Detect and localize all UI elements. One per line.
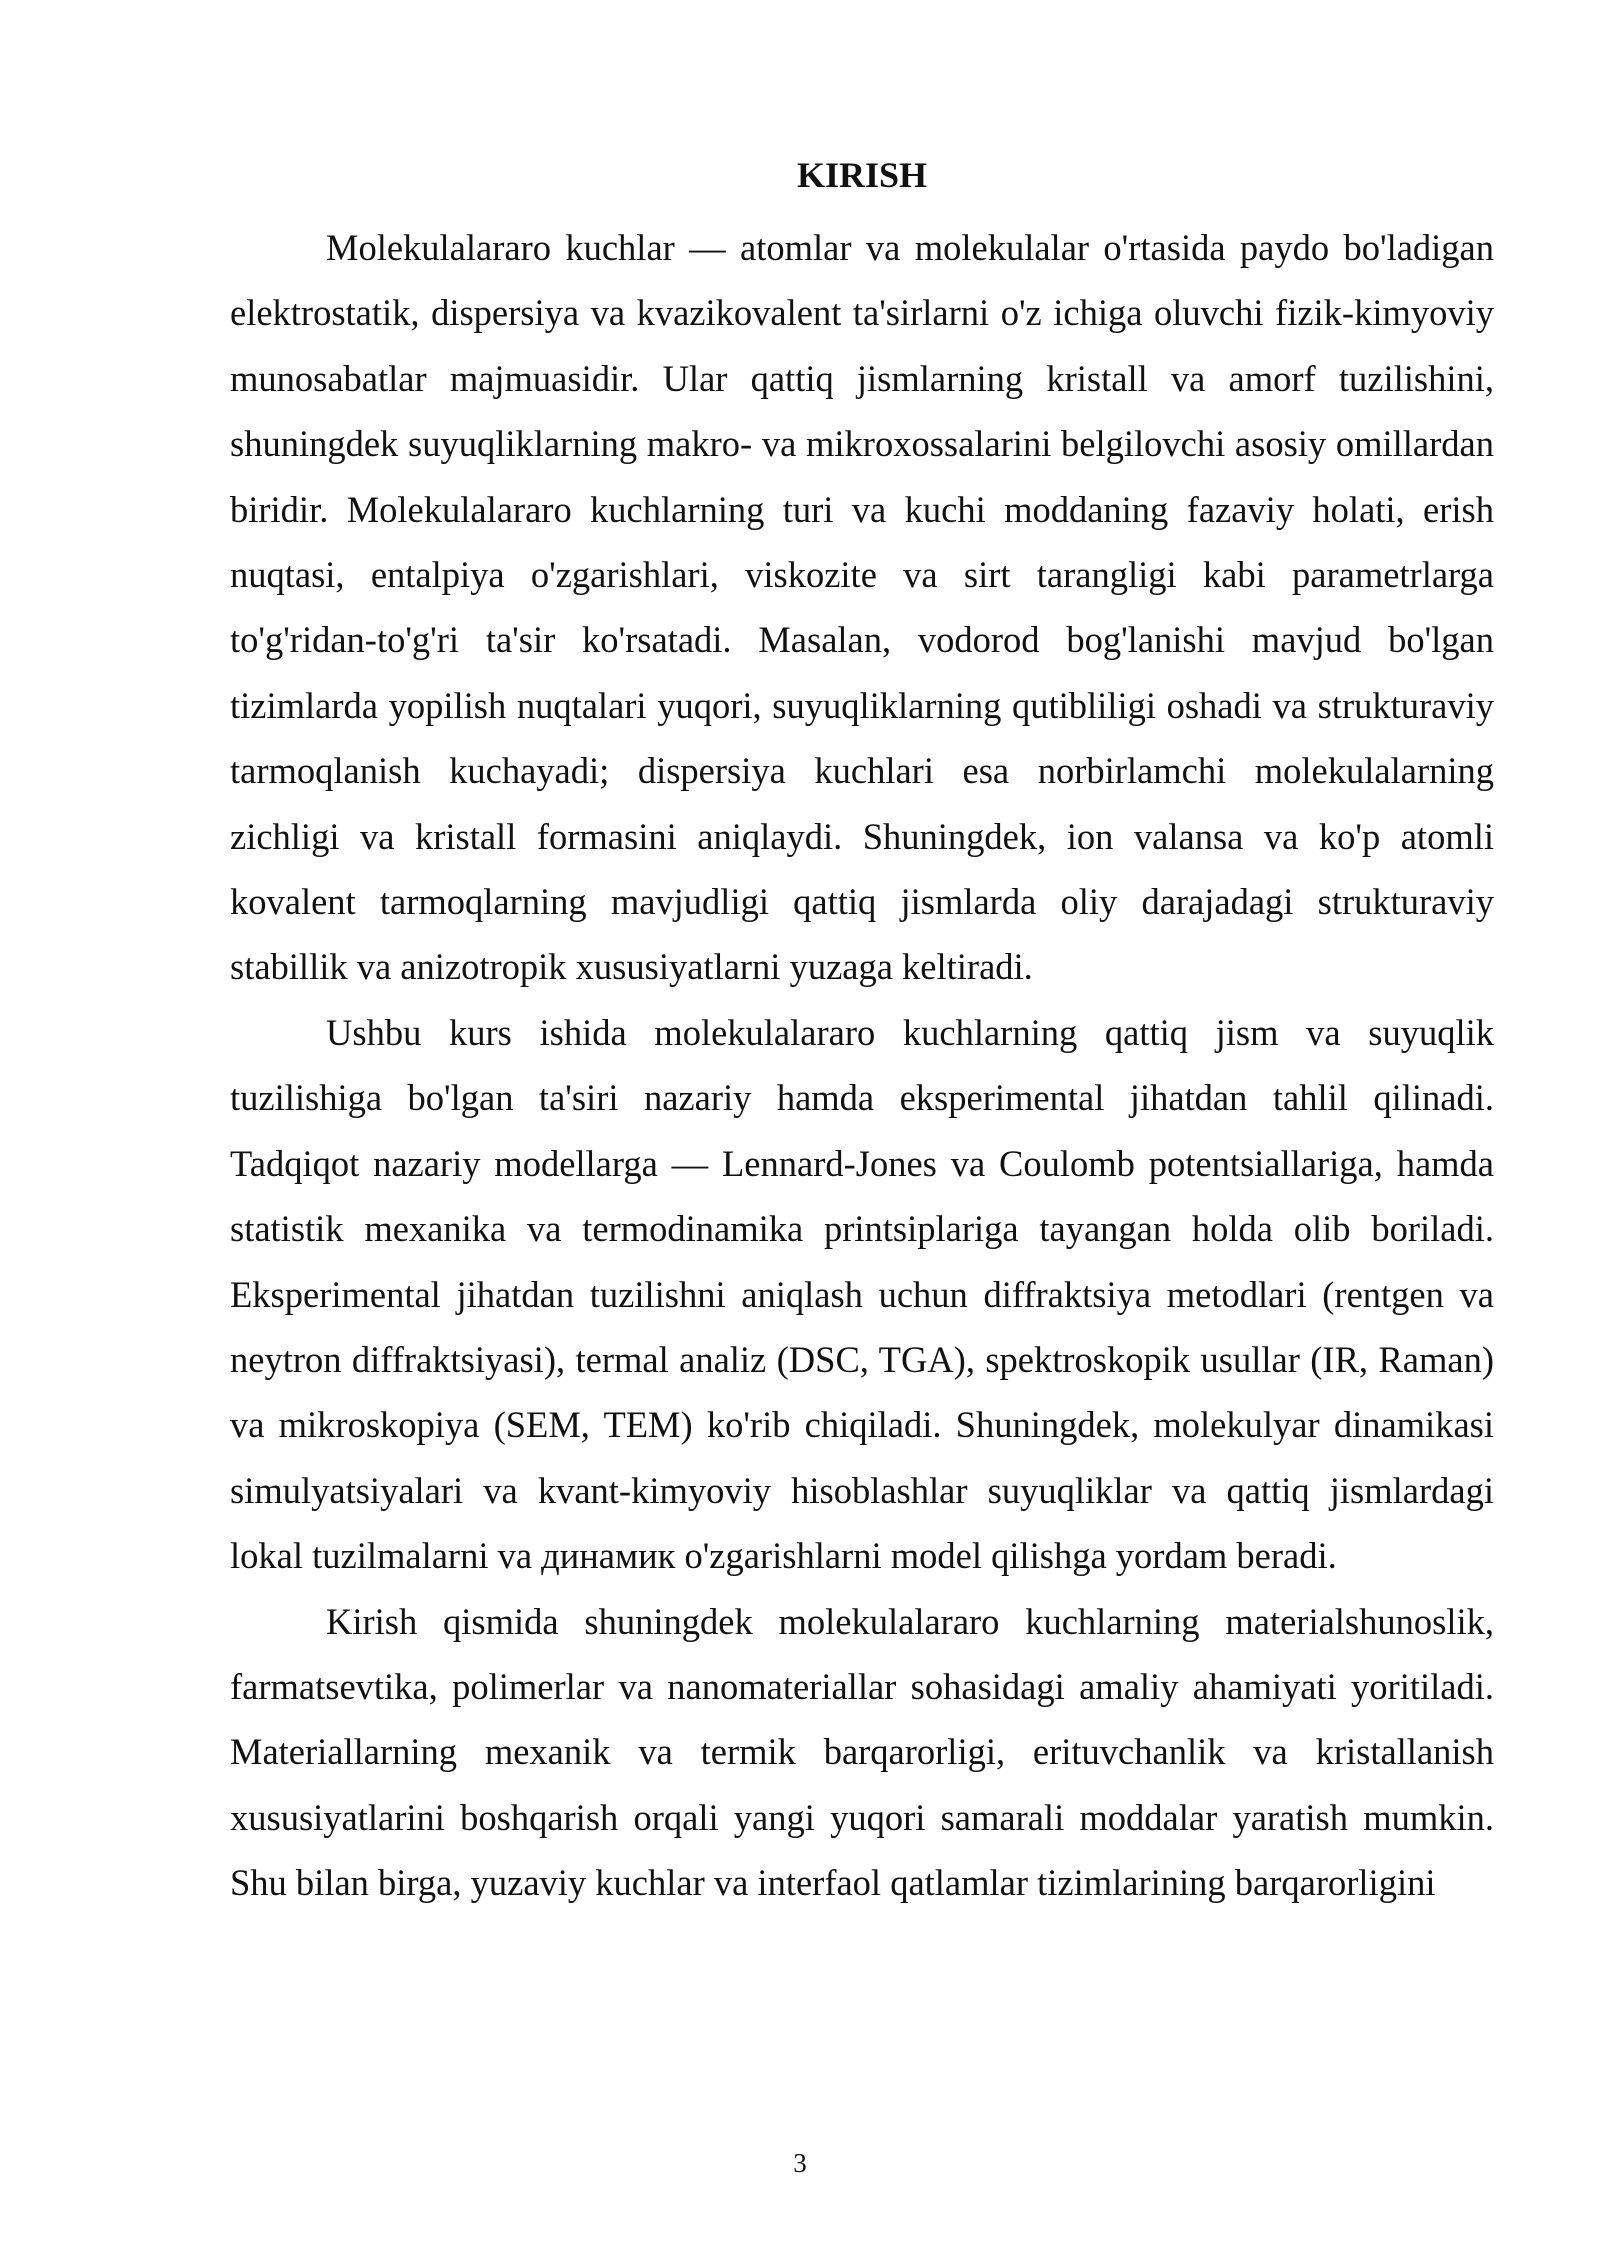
paragraph-1: Molekulalararo kuchlar — atomlar va molekulalar o'rtasida paydo bo'ladigan elektrostatik, dispersiya va kvazikovalent ta'sirlarni o'z ichiga oluvchi fizik-kimyoviy munosabatlar majmuasidir. Ular qattiq jismlarning kristall va amorf tuzilishini, shuningdek suyuqliklarning makro- va mikroxossalarini belgilovchi asosiy omillardan biridir. Molekulalararo kuchlarning turi va kuchi moddaning fazaviy holati, erish nuqtasi, entalpiya o'zgarishlari, viskozite va sirt tarangligi kabi parametrlarga to'g'ridan-to'g'ri ta'sir ko'rsatadi. Masalan, vodorod bog'lanishi mavjud bo'lgan tizimlarda yopilish nuqtalari yuqori, suyuqliklarning qutibliligi oshadi va strukturaviy tarmoqlanish kuchayadi; dispersiya kuchlari esa norbirlamchi molekulalarning zichligi va kristall formasini aniqlaydi. Shuningdek, ion valansa va ko'p atomli kovalent tarmoqlarning mavjudligi qattiq jismlarda oliy darajadagi strukturaviy stabillik va anizotropik xususiyatlarni yuzaga keltiradi. — [230, 227, 1494, 988]
section-title: KIRISH — [796, 155, 928, 195]
page-content — [230, 150, 1494, 1916]
page-number: 3 — [793, 2148, 807, 2178]
paragraph-3: Kirish qismida shuningdek molekulalararo kuchlarning materialshunoslik, farmatsevtika, polimerlar va nanomateriallar sohasidagi amaliy ahamiyati yoritiladi. Materiallarning mexanik va termik barqarorligi, erituvchanlik va kristallanish xususiyatlarini boshqarish orqali yangi yuqori samarali moddalar yaratish mumkin. Shu bilan birga, yuzaviy kuchlar va interfaol qatlamlar tizimlarining barqarorligini — [230, 1600, 1494, 1904]
paragraph-2: Ushbu kurs ishida molekulalararo kuchlarning qattiq jism va suyuqlik tuzilishiga bo'lgan ta'siri nazariy hamda eksperimental jihatdan tahlil qilinadi. Tadqiqot nazariy modellarga — Lennard-Jones va Coulomb potentsiallariga, hamda statistik mexanika va termodinamika printsiplariga tayangan holda olib boriladi. Eksperimental jihatdan tuzilishni aniqlash uchun diffraktsiya metodlari (rentgen va neytron diffraktsiyasi), termal analiz (DSC, TGA), spektroskopik usullar (IR, Raman) va mikroskopiya (SEM, TEM) ko'rib chiqiladi. Shuningdek, molekulyar dinamikasi simulyatsiyalari va kvant-kimyoviy hisoblashlar suyuqliklar va qattiq jismlardagi lokal tuzilmalarni va динамик o'zgarishlarni model qilishga yordam beradi. — [230, 1011, 1494, 1577]
